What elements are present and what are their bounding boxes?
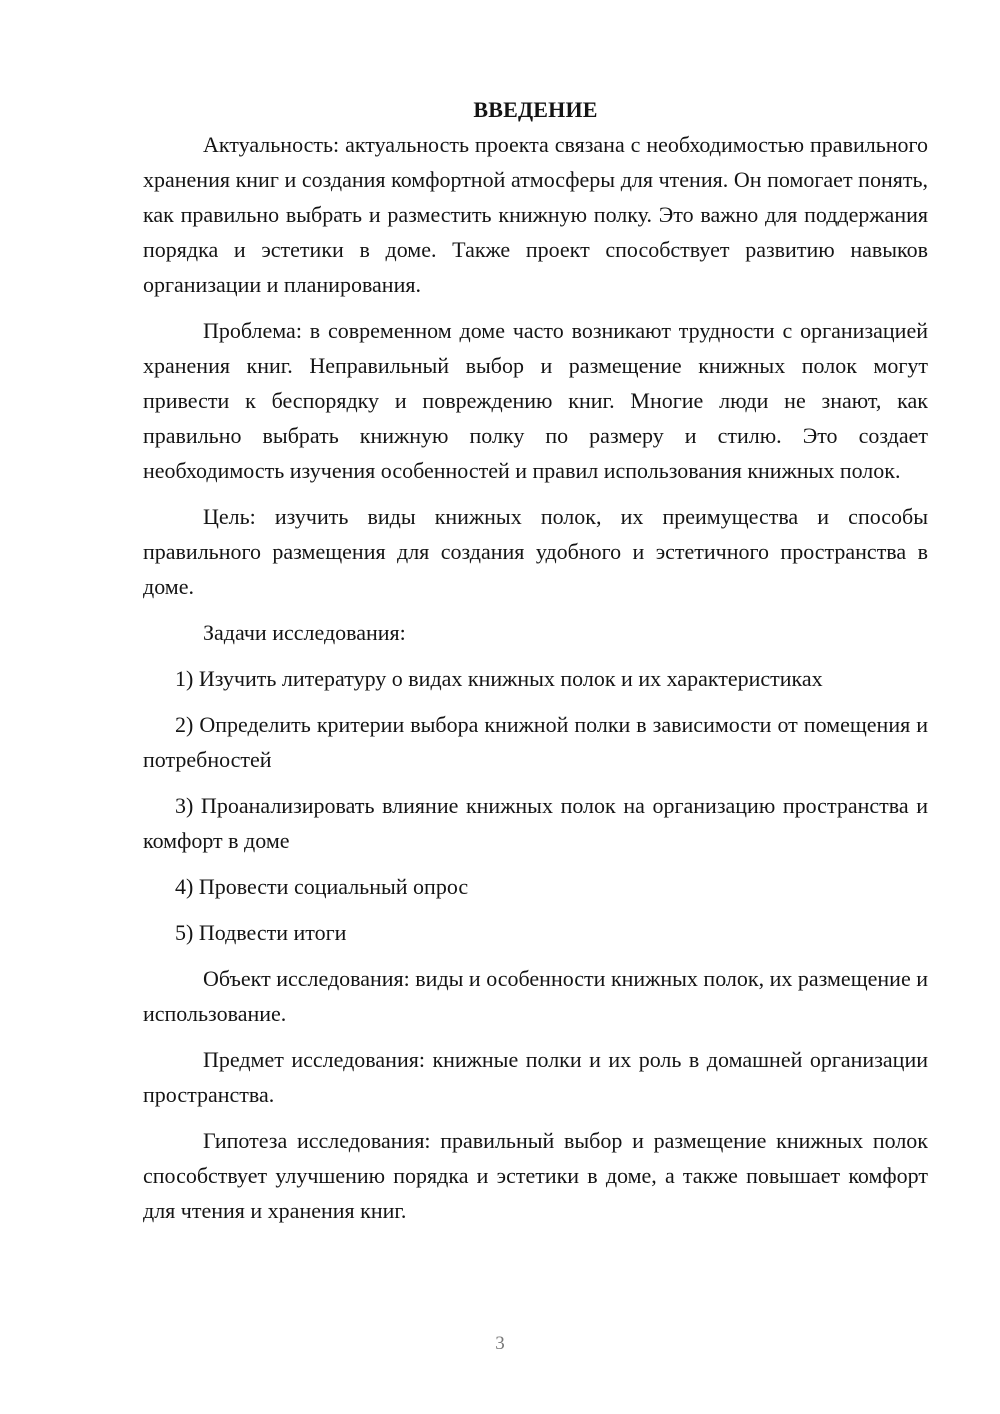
paragraph-problem: Проблема: в современном доме часто возникают трудности с организацией хранения книг. Неправильный выбор и размещение книжных полок могут привести к беспорядку и повреждению книг. Многие люди не знают, как правильно выбрать книжную полку по размеру и стилю. Это создает необходимость изучения особенностей и правил использования книжных полок. xyxy=(143,318,928,483)
document-page xyxy=(143,92,928,1228)
paragraph-hypothesis: Гипотеза исследования: правильный выбор и размещение книжных полок способствует улучшению порядка и эстетики в доме, а также повышает комфорт для чтения и хранения книг. xyxy=(143,1128,928,1223)
paragraph-object: Объект исследования: виды и особенности книжных полок, их размещение и использование. xyxy=(143,966,928,1026)
paragraph-goal: Цель: изучить виды книжных полок, их преимущества и способы правильного размещения для создания удобного и эстетичного пространства в доме. xyxy=(143,504,928,599)
task-item: 5) Подвести итоги xyxy=(175,920,347,945)
tasks-heading: Задачи исследования: xyxy=(203,620,406,645)
task-item: 4) Провести социальный опрос xyxy=(175,874,469,899)
paragraph-subject: Предмет исследования: книжные полки и их роль в домашней организации пространства. xyxy=(143,1047,928,1107)
page-title: ВВЕДЕНИЕ xyxy=(473,97,598,122)
task-item: 1) Изучить литературу о видах книжных полок и их характеристиках xyxy=(175,666,823,691)
task-item: 2) Определить критерии выбора книжной полки в зависимости от помещения и потребностей xyxy=(143,712,928,772)
page-number: 3 xyxy=(495,1333,505,1354)
paragraph-relevance: Актуальность: актуальность проекта связана с необходимостью правильного хранения книг и создания комфортной атмосферы для чтения. Он помогает понять, как правильно выбрать и разместить книжную полку. Это важно для поддержания порядка и эстетики в доме. Также проект способствует развитию навыков организации и планирования. xyxy=(143,132,928,297)
task-item: 3) Проанализировать влияние книжных полок на организацию пространства и комфорт в доме xyxy=(143,793,928,853)
